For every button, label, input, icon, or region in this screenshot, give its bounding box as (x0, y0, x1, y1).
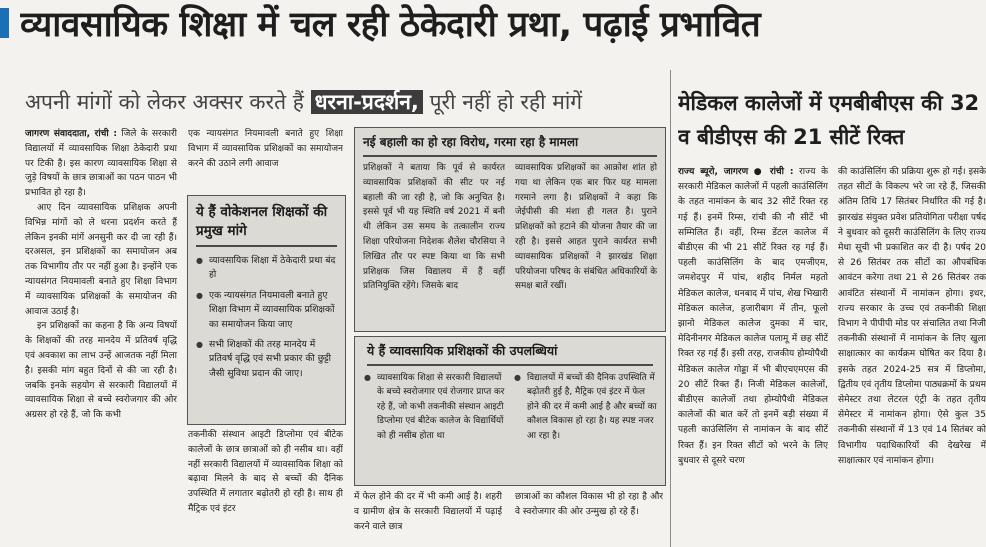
column-1-para-3: इन प्रशिक्षकों का कहना है कि अन्य विषयों के शिक्षकों की तरह मानदेय में प्रतिवर्ष वृद्धि एवं अवकाश का लाभ उन्हें आजतक नहीं मिला है। इसकी मांग बहुत दिनों से की जा रही है। जबकि इनके सहयोग से सरकारी विद्यालयों में व्यावसायिक शिक्षा से बच्चे स्वरोजगार की ओर अग्रसर हो रहे हैं, जो कि कभी (25, 321, 177, 421)
medical-story-para-a: राज्य ब्यूरो, जागरण ● रांची : राज्य के सरकारी मेडिकल कालेजों में पहली काउंसिलिंग के तहत नामांकन के बाद 32 सीटें रिक्त रह गई हैं। इनमें रिम्स, रांची की नौ सीटें भी सम्मिलित हैं। वहीं, रिम्स डेंटल कालेज में बीडीएस की भी 21 सीटें रिक्त रह गई हैं। पहली काउंसिलिंग के बाद एमजीएम, जमशेदपुर में पांच, शहीद निर्मल महतो मेडिकल कालेज, धनबाद में पांच, शेख भिखारी मेडिकल कालेज, हजारीबाग में तीन, फूलो झानो मेडिकल कालेज दुमका में चार, मेदिनीनगर मेडिकल कालेज पलामू में छह सीटें रिक्त रह गई हैं। इसी तरह, राजकीय होम्योपैथी मेडिकल कालेज गोड्डा में भी बीएचएमएस की 20 सीटें रिक्त हैं। निजी मेडिकल कालेजों, बीडीएस कालेजों तथा होम्योपैथी मेडिकल कालेजों की बात करें तो इनमें बड़ी संख्या में पहली काउंसिलिंग से नामांकन के बाद सीटें रिक्त हैं। इन रिक्त सीटों को भरने के लिए बुधवार से दूसरे चरण (678, 167, 828, 466)
protest-box-left-text: प्रशिक्षकों ने बताया कि पूर्व से कार्यरत व्यावसायिक प्रशिक्षकों की सीट पर नई बहाली की जा रही है, जो कि अनुचित है। इससे पूर्व भी यह स्थिति वर्ष 2021 में बनी थी लेकिन उस समय के तत्कालीन राज्य शिक्षा परियोजना निदेशक शैलेश चौरसिया ने लिखित तौर पर स्पष्ट किया था कि सभी प्रशिक्षक जिस विद्यालय में हैं वहीं प्रतिनियुक्ति रहेंगे। जिसके बाद (363, 163, 505, 292)
demand-item: ● एक न्यायसंगत नियमावली बनाते हुए शिक्षा विभाग में व्यावसायिक प्रशिक्षकों का समायोजन किया जाए (195, 289, 338, 332)
protest-box-rule (363, 155, 657, 157)
demand-item: ● सभी शिक्षकों की तरह मानदेय में प्रतिवर्ष वृद्धि एवं सभी प्रकार की छुट्टी जैसी सुविधा प्रदान की जाए। (195, 338, 338, 381)
column-3-bottom-left-text: में फेल होने की दर में भी कमी आई है। शहरी व ग्रामीण क्षेत्र के सरकारी विद्यालयों में पढ़ाई करने वाले छात्र (354, 492, 502, 532)
achievements-box-body (355, 371, 665, 449)
section-tab (0, 8, 9, 38)
column-2-bottom-text: तकनीकी संस्थान आइटी डिप्लोमा एवं बीटेक कालेजों के छात्र छात्राओं को ही नसीब था। वहीं नहीं सरकारी विद्यालयों में व्यावसायिक शिक्षा को बढ़ावा मिलने के बाद से बच्चों की दैनिक उपस्थिति में लगातार बढ़ोतरी हो रही है। साथ ही मैट्रिक एवं इंटर (188, 430, 343, 514)
achievements-box-title: ये हैं व्यावसायिक प्रशिक्षकों की उपलब्धियां (367, 343, 558, 358)
medical-story-column-b: की काउंसिलिंग की प्रक्रिया शुरू हो गई। इसके तहत सीटों के विकल्प भरे जा रहे हैं, जिसकी अंतिम तिथि 17 सितंबर निर्धारित की गई है। झारखंड संयुक्त प्रवेश प्रतियोगिता परीक्षा पर्षद ने बुधवार को दूसरी काउंसिलिंग के लिए राज्य मेधा सूची भी प्रकाशित कर दी है। पर्षद 20 से 26 सितंबर तक सीटों का औपबंधिक आवंटन करेगा तथा 21 से 26 सितंबर तक आवंटित संस्थानों में नामांकन होगा। इधर, राज्य सरकार के उच्च एवं तकनीकी शिक्षा विभाग ने पीपीपी मोड पर संचालित तथा निजी तकनीकी संस्थानों में नामांकन के लिए खुला साक्षात्कार का कार्यक्रम घोषित कर दिया है। इसके तहत 2024-25 सत्र में डिप्लोमा, द्वितीय एवं तृतीय डिप्लोमा पाठ्यक्रमों के प्रथम सेमेस्टर तथा लेटरल एंट्री के तहत तृतीय सेमेस्टर में नामांकन होगा। ऐसे कुल 35 तकनीकी संस्थानों में 13 एवं 14 सितंबर को विभागीय पदाधिकारियों की देखरेख में साक्षात्कार एवं नामांकन होगा। (838, 167, 986, 466)
medical-story-column-a (678, 165, 828, 547)
protest-box-right-text: व्यावसायिक प्रशिक्षकों का आक्रोश शांत हो गया था लेकिन एक बार फिर यह मामला गरमाने लगा है। प्रशिक्षकों ने कहा कि जेईपीसी की मंशा ही गलत है। पुराने प्रशिक्षकों को हटाने की योजना तैयार की जा रही है। इससे आहत पुराने कार्यरत सभी व्यावसायिक प्रशिक्षकों ने झारखंड शिक्षा परियोजना परिषद के संबंधित अधिकारियों के समक्ष बातें रखीं। (515, 163, 657, 292)
achievement-item: ● विद्यालयों में बच्चों की दैनिक उपस्थिति में बढ़ोतरी हुई है, मैट्रिक एवं इंटर में फेल होने की दर में कमी आई है और बच्चों का कौशल विकास हो रहा है। यह स्पष्ट नजर आ रहा है। (513, 371, 657, 443)
protest-box (354, 127, 666, 332)
column-1-para-2: आए दिन व्यावसायिक प्रशिक्षक अपनी विभिन्न मांगों को ले धरना प्रदर्शन करते हैं लेकिन इनकी मांगें अनसुनी कर दी जा रही हैं। दरअसल, इन प्रशिक्षकों का समायोजन अब तक विभागीय तौर पर नहीं हुआ है। इन्होंने एक न्यायसंगत नियमावली बनाते हुए शिक्षा विभाग में व्यावसायिक प्रशिक्षकों के समायोजन की आवाज उठाई है। (25, 202, 177, 317)
column-2-top-text: एक न्यायसंगत नियमावली बनाते हुए शिक्षा विभाग में व्यावसायिक प्रशिक्षकों का समायोजन करने की उठाने लगी आवाज (188, 129, 343, 169)
column-1 (25, 127, 177, 547)
demands-box-rule (196, 245, 337, 247)
achievements-box (354, 336, 666, 486)
headline: व्यावसायिक शिक्षा में चल रही ठेकेदारी प्रथा, पढ़ाई प्रभावित (20, 5, 761, 45)
subhead-text-before: अपनी मांगों को लेकर अक्सर करते हैं (25, 90, 304, 114)
demands-list (188, 254, 345, 381)
medical-story-city: रांची : (769, 167, 794, 177)
medical-story-title: मेडिकल कालेजों में एमबीबीएस की 32 व बीडीएस की 21 सीटें रिक्त (678, 91, 980, 149)
column-3-bottom-right-text: छात्राओं का कौशल विकास भी हो रहा है और वे स्वरोजगार की ओर उन्मुख हो रहे हैं। (515, 492, 663, 517)
achievement-item: ● व्यावसायिक शिक्षा से सरकारी विद्यालयों के बच्चे स्वरोजगार एवं रोजगार प्राप्त कर रहे हैं, जो कभी तकनीकी संस्थान आइटी डिप्लोमा एवं बीटेक कालेज के विद्यार्थियों को ही नसीब होता था (363, 371, 507, 443)
demand-item: ● व्यावसायिक शिक्षा में ठेकेदारी प्रथा बंद हो (195, 254, 338, 283)
subhead-text-after: पूरी नहीं हो रही मांगें (429, 90, 583, 114)
protest-box-title: नई बहाली का हो रहा विरोध, गरमा रहा है मामला (363, 135, 579, 149)
demands-box (187, 195, 346, 425)
demands-box-title: ये हैं वोकेशनल शिक्षकों की प्रमुख मांगे (196, 204, 328, 239)
medical-story-byline: राज्य ब्यूरो, जागरण (678, 167, 749, 177)
dot-separator: ● (753, 167, 770, 177)
column-1-para-1: जागरण संवाददाता, रांची : जिले के सरकारी विद्यालयों में व्यावसायिक शिक्षा ठेकेदारी प्रथा पर टिकी है। इस कारण व्यावसायिक शिक्षा से जुड़े विषयों के छात्र छात्राओं का पठन पाठन भी प्रभावित हो रहा है। (25, 129, 177, 199)
subhead (25, 86, 665, 120)
achievements-box-rule (367, 364, 653, 366)
subhead-highlight: धरना-प्रदर्शन, (311, 90, 423, 114)
protest-box-body (355, 161, 665, 294)
column-divider (670, 70, 671, 547)
byline: जागरण संवाददाता, रांची : (25, 129, 117, 139)
